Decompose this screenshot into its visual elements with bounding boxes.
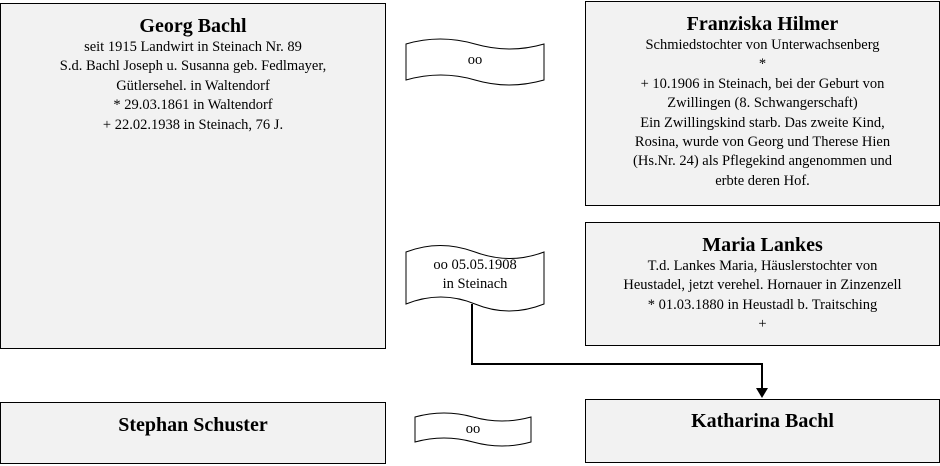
person-detail: Schmiedstochter von Unterwachsenberg [645, 37, 880, 53]
person-detail: + 10.1906 in Steinach, bei der Geburt von [640, 75, 885, 92]
person-detail: Zwillingen (8. Schwangerschaft) [667, 95, 858, 112]
person-detail: * 29.03.1861 in Waltendorf [113, 97, 273, 114]
person-detail: T.d. Lankes Maria, Häuslerstochter von [647, 258, 878, 274]
person-name: Franziska Hilmer [686, 13, 839, 35]
person-detail: erbte deren Hof. [715, 172, 810, 189]
marriage-place: in Steinach [442, 276, 508, 292]
person-name: Katharina Bachl [691, 410, 834, 432]
person-detail: + [758, 316, 767, 333]
connector-arrowhead [756, 388, 768, 398]
person-detail: seit 1915 Landwirt in Steinach Nr. 89 [84, 39, 302, 55]
person-name: Georg Bachl [139, 15, 247, 37]
marriage-label: oo [465, 421, 481, 437]
person-detail: * 01.03.1880 in Heustadl b. Traitsching [647, 296, 878, 313]
person-detail: Rosina, wurde von Georg und Therese Hien [634, 134, 891, 151]
person-detail: + 22.02.1938 in Steinach, 76 J. [102, 116, 284, 133]
person-detail: Ein Zwillingskind starb. Das zweite Kind, [640, 114, 885, 131]
person-detail: (Hs.Nr. 24) als Pflegekind angenommen und [633, 153, 892, 170]
person-detail: S.d. Bachl Joseph u. Susanna geb. Fedlmayer, [59, 58, 327, 75]
connector-line [472, 304, 762, 390]
person-name: Maria Lankes [702, 234, 823, 256]
marriage-date: oo 05.05.1908 [433, 257, 517, 273]
person-detail: Gütlersehel. in Waltendorf [116, 77, 270, 94]
person-detail: Heustadel, jetzt verehel. Hornauer in Zinzenzell [623, 277, 902, 294]
person-name: Stephan Schuster [118, 414, 268, 436]
person-detail: * [758, 56, 767, 73]
marriage-label: oo [467, 52, 483, 68]
